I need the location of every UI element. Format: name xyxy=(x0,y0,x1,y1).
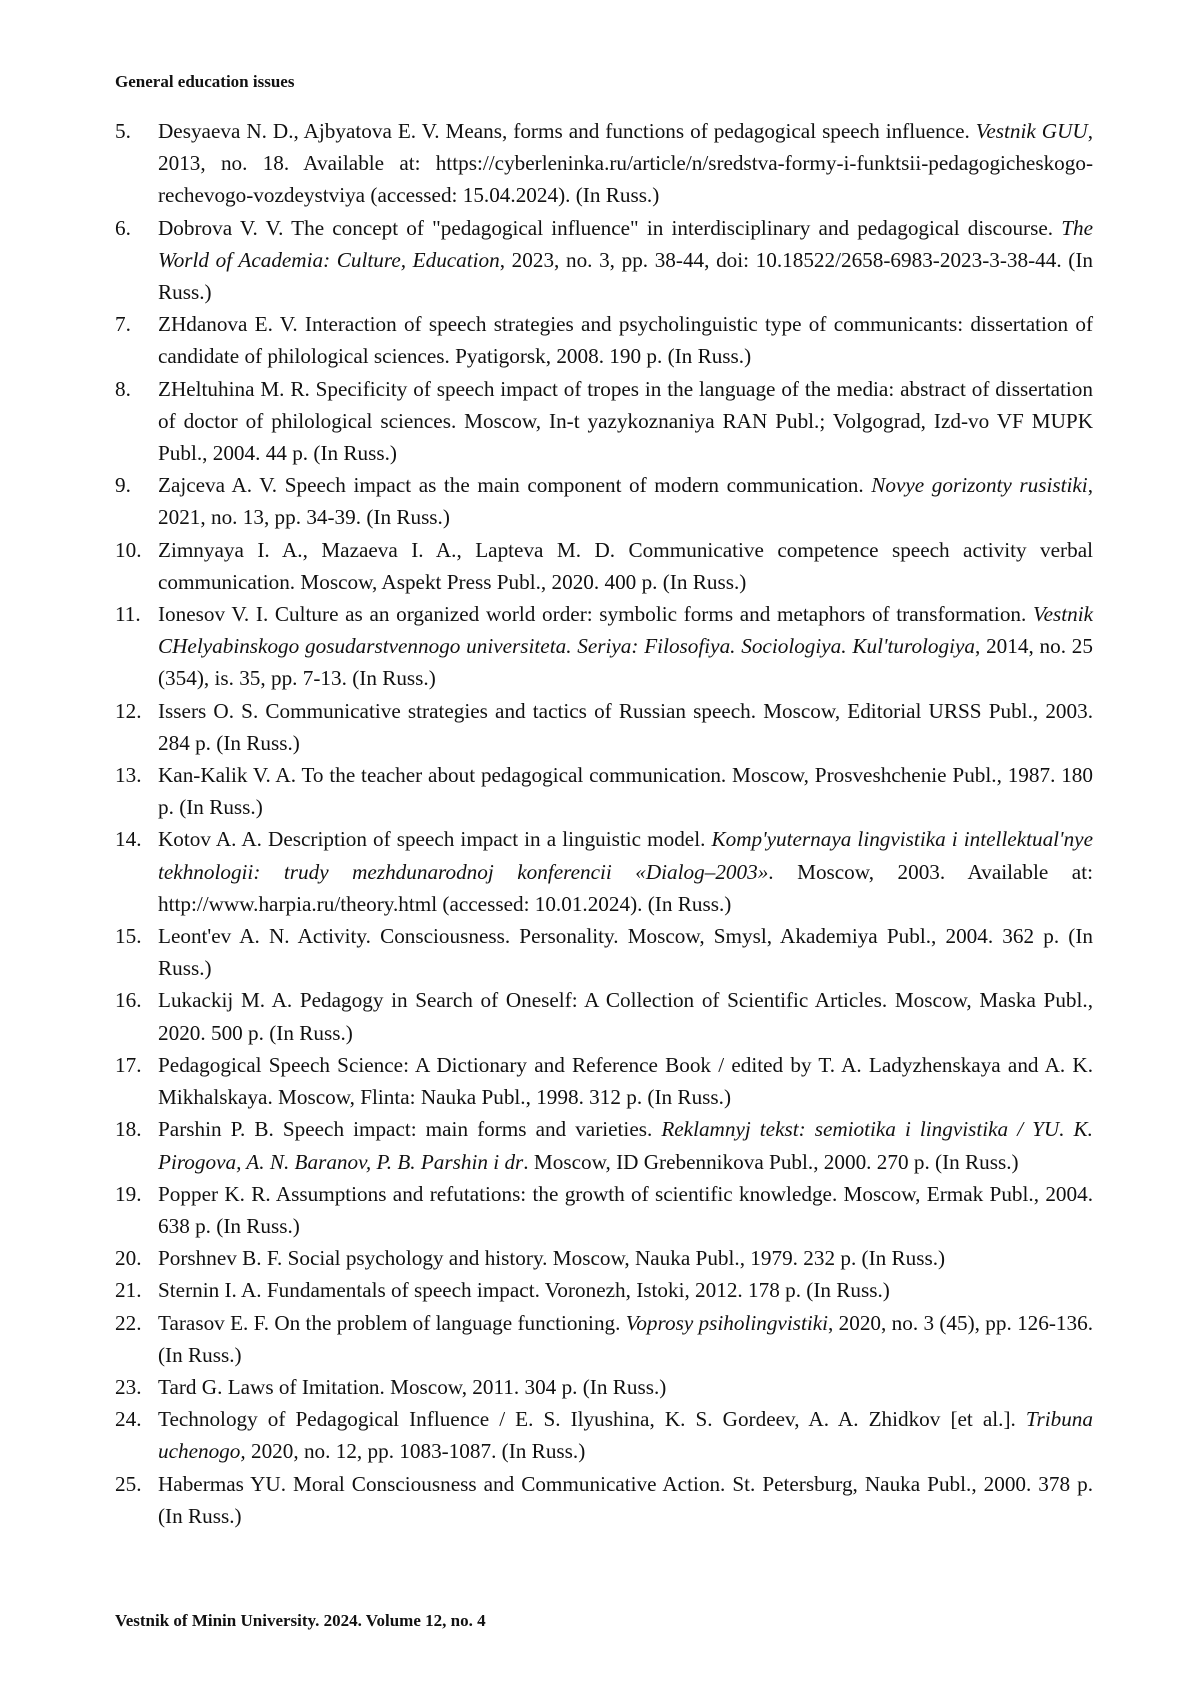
reference-text-part: 2020, no. 12, pp. 1083-1087. (In Russ.) xyxy=(245,1439,586,1464)
reference-text-part: , 2021, no. 13, pp. 34-39. (In Russ.) xyxy=(158,473,1093,530)
reference-item xyxy=(115,823,1093,920)
reference-text-part: Parshin P. B. Speech impact: main forms and varieties. xyxy=(158,1117,662,1142)
reference-text-part: , 2023, no. 3, pp. 38-44, doi: 10.18522/2658-6983-2023-3-38-44. (In Russ.) xyxy=(158,247,1093,305)
reference-item xyxy=(115,115,1093,212)
reference-number: 22. xyxy=(115,1310,142,1335)
reference-item xyxy=(115,1403,1093,1467)
reference-text-part: , 2020, no. 3 (45), pp. 126-136. (In Russ.) xyxy=(158,1310,1093,1367)
reference-text xyxy=(158,695,1093,759)
reference-text-part: Tard G. Laws of Imitation. Moscow, 2011. 304 p. (In Russ.) xyxy=(158,1374,667,1399)
reference-text xyxy=(158,308,1093,372)
reference-text xyxy=(158,823,1093,920)
reference-number: 17. xyxy=(115,1052,142,1077)
reference-text-part: Technology of Pedagogical Influence / E. S. Ilyushina, K. S. Gordeev, A. A. Zhidkov [et al.]. xyxy=(158,1407,1026,1432)
reference-number: 25. xyxy=(115,1471,142,1496)
reference-text-part: Lukackij M. A. Pedagogy in Search of Oneself: A Collection of Scientific Articles. Moscow, Maska Publ., 2020. 500 p. (In Russ.) xyxy=(158,988,1093,1045)
reference-number: 10. xyxy=(115,537,142,562)
reference-item xyxy=(115,984,1093,1048)
reference-text-part: Kotov A. A. Description of speech impact in a linguistic model. xyxy=(158,827,712,852)
reference-text-part: ZHeltuhina M. R. Specificity of speech impact of tropes in the language of the media: abstract of dissertation of doctor of philological sciences. Moscow, In-t yazykoznaniya RAN Publ.; Volgograd, Izd-vo VF MUPK Publ., 2004. 44 p. (In Russ.) xyxy=(158,376,1093,466)
reference-number: 12. xyxy=(115,698,142,723)
reference-number: 8. xyxy=(115,376,131,401)
reference-number: 15. xyxy=(115,924,142,949)
reference-number: 20. xyxy=(115,1246,142,1271)
reference-number: 6. xyxy=(115,215,131,240)
reference-item xyxy=(115,308,1093,372)
reference-item xyxy=(115,1307,1093,1371)
reference-number: 13. xyxy=(115,763,142,788)
reference-text xyxy=(158,373,1093,470)
reference-item xyxy=(115,373,1093,470)
reference-text xyxy=(158,1242,1093,1274)
reference-text xyxy=(158,1274,1093,1306)
reference-text xyxy=(158,1049,1093,1113)
reference-item xyxy=(115,759,1093,823)
reference-text-part: Kan-Kalik V. A. To the teacher about pedagogical communication. Moscow, Prosveshchenie Publ., 1987. 180 p. (In Russ.) xyxy=(158,763,1093,820)
reference-text-part: Popper K. R. Assumptions and refutations: the growth of scientific knowledge. Moscow, Ermak Publ., 2004. 638 p. (In Russ.) xyxy=(158,1181,1093,1238)
reference-text xyxy=(158,759,1093,823)
reference-text xyxy=(158,1403,1093,1467)
reference-text xyxy=(158,1113,1093,1177)
reference-item xyxy=(115,534,1093,598)
reference-item xyxy=(115,1468,1093,1532)
reference-number: 9. xyxy=(115,473,131,498)
reference-item xyxy=(115,469,1093,533)
reference-text-part: Issers O. S. Communicative strategies and tactics of Russian speech. Moscow, Editorial URSS Publ., 2003. 284 p. (In Russ.) xyxy=(158,698,1093,755)
reference-number: 18. xyxy=(115,1117,142,1142)
reference-text-part: . Moscow, 2003. Available at: http://www.harpia.ru/theory.html (accessed: 10.01.2024). (In Russ.) xyxy=(158,859,1093,916)
reference-text xyxy=(158,534,1093,598)
reference-text-part: Desyaeva N. D., Ajbyatova E. V. Means, forms and functions of pedagogical speech influence. xyxy=(158,119,976,143)
reference-text-part: , 2014, no. 25 (354), is. 35, pp. 7-13. (In Russ.) xyxy=(158,634,1093,691)
reference-item xyxy=(115,920,1093,984)
reference-text-part: , 2013, no. 18. Available at: https://cyberleninka.ru/article/n/sredstva-formy-i-funktsii-pedagogicheskogo-rechevogo-vozdeystviya (accessed: 15.04.2024). (In Russ.) xyxy=(158,119,1093,208)
reference-source-title: Novye gorizonty rusistiki xyxy=(871,473,1088,498)
reference-text-part: Leont'ev A. N. Activity. Consciousness. Personality. Moscow, Smysl, Akademiya Publ., 2004. 362 p. (In Russ.) xyxy=(158,924,1093,981)
reference-number: 19. xyxy=(115,1181,142,1206)
reference-text xyxy=(158,1371,1093,1403)
reference-number: 21. xyxy=(115,1278,142,1303)
reference-text-part: Porshnev B. F. Social psychology and history. Moscow, Nauka Publ., 1979. 232 p. (In Russ.) xyxy=(158,1246,946,1271)
reference-item xyxy=(115,1049,1093,1113)
reference-text-part: Tarasov E. F. On the problem of language functioning. xyxy=(158,1310,626,1335)
reference-text-part: Habermas YU. Moral Consciousness and Communicative Action. St. Petersburg, Nauka Publ., 2000. 378 p. (In Russ.) xyxy=(158,1471,1093,1528)
reference-source-title: Vestnik GUU xyxy=(975,119,1088,143)
reference-text xyxy=(158,1468,1093,1532)
reference-item xyxy=(115,1113,1093,1177)
reference-source-title: Voprosy psiholingvistiki xyxy=(625,1310,829,1335)
reference-text-part: ZHdanova E. V. Interaction of speech strategies and psycholinguistic type of communicants: dissertation of candidate of philological sciences. Pyatigorsk, 2008. 190 p. (In Russ.) xyxy=(158,312,1093,369)
reference-text xyxy=(158,984,1093,1048)
reference-source-title: Reklamnyj tekst: semiotika i lingvistika / YU. K. Pirogova, A. N. Baranov, P. B. Parshin i dr xyxy=(158,1117,1093,1174)
reference-item xyxy=(115,1371,1093,1403)
reference-item xyxy=(115,1178,1093,1242)
reference-source-title: Vestnik CHelyabinskogo gosudarstvennogo universiteta. Seriya: Filosofiya. Sociologiya. Kul'turologiya xyxy=(158,602,1093,659)
reference-text-part: . Moscow, ID Grebennikova Publ., 2000. 270 p. (In Russ.) xyxy=(523,1149,1019,1174)
reference-number: 16. xyxy=(115,988,142,1013)
reference-text xyxy=(158,1307,1093,1371)
reference-number: 7. xyxy=(115,312,131,337)
reference-text-part: Pedagogical Speech Science: A Dictionary and Reference Book / edited by T. A. Ladyzhenskaya and A. K. Mikhalskaya. Moscow, Flinta: Nauka Publ., 1998. 312 p. (In Russ.) xyxy=(158,1052,1093,1110)
reference-text xyxy=(158,115,1093,212)
reference-text-part: Dobrova V. V. The concept of "pedagogical influence" in interdisciplinary and pedagogical discourse. xyxy=(158,215,1062,240)
reference-item xyxy=(115,212,1093,309)
reference-number: 24. xyxy=(115,1407,142,1432)
reference-number: 5. xyxy=(115,119,131,143)
reference-item xyxy=(115,1274,1093,1306)
reference-item xyxy=(115,1242,1093,1274)
reference-text xyxy=(158,598,1093,695)
reference-text-part: Ionesov V. I. Culture as an organized world order: symbolic forms and metaphors of transformation. xyxy=(158,602,1033,627)
reference-text xyxy=(158,920,1093,984)
reference-number: 14. xyxy=(115,827,142,852)
reference-item xyxy=(115,695,1093,759)
reference-number: 11. xyxy=(115,602,141,627)
reference-text xyxy=(158,212,1093,309)
running-header: General education issues xyxy=(115,72,295,91)
reference-source-title: Komp'yuternaya lingvistika i intellektual'nye tekhnologii: trudy mezhdunarodnoj konferencii «Dialog–2003» xyxy=(158,827,1093,884)
reference-number: 23. xyxy=(115,1374,142,1399)
reference-text-part: Zajceva A. V. Speech impact as the main component of modern communication. xyxy=(158,473,872,498)
running-footer: Vestnik of Minin University. 2024. Volume 12, no. 4 xyxy=(115,1611,486,1630)
reference-text-part: Sternin I. A. Fundamentals of speech impact. Voronezh, Istoki, 2012. 178 p. (In Russ.) xyxy=(158,1278,890,1303)
reference-list xyxy=(115,115,1093,1532)
reference-item xyxy=(115,598,1093,695)
reference-text xyxy=(158,1178,1093,1242)
reference-source-title: The World of Academia: Culture, Education xyxy=(158,215,1093,272)
reference-text xyxy=(158,469,1093,533)
reference-text-part: Zimnyaya I. A., Mazaeva I. A., Lapteva M. D. Communicative competence speech activity verbal communication. Moscow, Aspekt Press Publ., 2020. 400 p. (In Russ.) xyxy=(158,537,1093,594)
reference-source-title: Tribuna uchenogo, xyxy=(158,1407,1093,1464)
